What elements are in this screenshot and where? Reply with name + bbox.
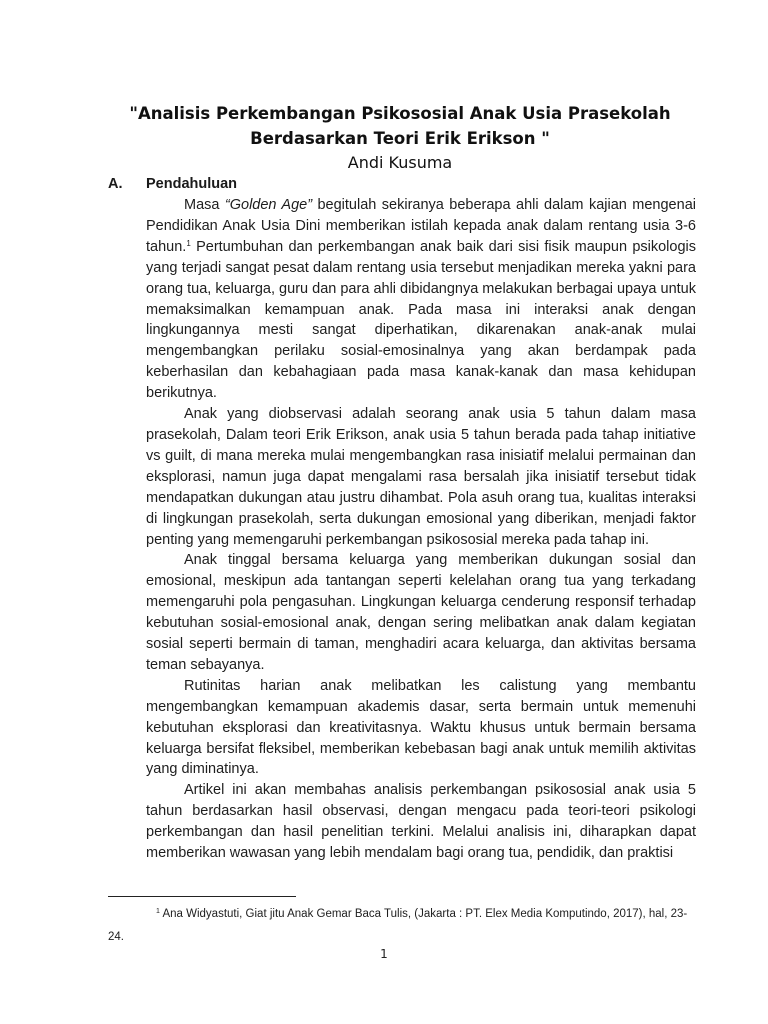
footnote-number: 1 — [156, 908, 160, 915]
body-text — [146, 195, 696, 864]
section-title: Pendahuluan — [146, 176, 238, 192]
paragraph-1-start: Masa — [184, 197, 225, 213]
paragraph-4: Rutinitas harian anak melibatkan les calistung yang membantu mengembangkan kemampuan akademis dasar, serta bermain untuk memenuhi kebutuhan eksplorasi dan kreativitasnya. Waktu khusus untuk bermain bersama keluarga bersifat fleksibel, memberikan kebebasan bagi anak untuk memilih aktivitas yang diminatinya. — [146, 677, 696, 778]
footnote-divider — [108, 896, 296, 897]
paragraph-2: Anak yang diobservasi adalah seorang anak usia 5 tahun dalam masa prasekolah, Dalam teori Erik Erikson, anak usia 5 tahun berada pada tahap initiative vs guilt, di mana mereka mulai mengembangkan rasa inisiatif melalui permainan dan eksplorasi, namun juga dapat mengalami rasa bersalah jika inisiatif tersebut tidak mendapatkan dukungan atau justru dihambat. Pola asuh orang tua, kualitas interaksi di lingkungan prasekolah, serta dukungan emosional yang diberikan, menjadi faktor penting yang memengaruhi perkembangan psikososial mereka pada tahap ini. — [146, 406, 696, 548]
document-title-line-1: "Analisis Perkembangan Psikososial Anak Usia Prasekolah — [129, 104, 671, 123]
document-title-line-2: Berdasarkan Teori Erik Erikson " — [250, 129, 550, 148]
footnote — [108, 903, 698, 949]
author-name: Andi Kusuma — [347, 153, 453, 172]
paragraph-1-middle: begitulah sekiranya beberapa ahli dalam kajian mengenai Pendidikan Anak Usia Dini memberikan istilah kepada anak dalam rentang usia 3-6 tahun. — [146, 197, 696, 255]
footnote-reference: 1 — [186, 238, 191, 248]
paragraph-1-end: Pertumbuhan dan perkembangan anak baik dari sisi fisik maupun psikologis yang terjadi sangat pesat dalam rentang usia tersebut menjadikan mereka yakni para orang tua, keluarga, guru dan para ahli dibidangnya melakukan berbagai upaya untuk memaksimalkan kemampuan anak. Pada masa ini interaksi anak dengan lingkungannya mesti sangat diperhatikan, dikarenakan anak-anak mulai mengembangkan perilaku sosial-emosinalnya yang akan berdampak pada keberhasilan dan kebahagiaan pada masa kanak-kanak dan masa kehidupan berikutnya. — [146, 238, 696, 402]
page-number: 1 — [380, 947, 388, 961]
footnote-text: Ana Widyastuti, Giat jitu Anak Gemar Baca Tulis, (Jakarta : PT. Elex Media Komputindo, 2017), hal, 23-24. — [108, 908, 688, 943]
paragraph-3: Anak tinggal bersama keluarga yang memberikan dukungan sosial dan emosional, meskipun ada tantangan seperti kelelahan orang tua yang terkadang memengaruhi pola pengasuhan. Lingkungan keluarga cenderung responsif terhadap kebutuhan sosial-emosional anak, dengan sering melibatkan anak dalam kegiatan sosial seperti bermain di taman, menghadiri acara keluarga, dan aktivitas bersama teman sebayanya. — [146, 552, 696, 673]
section-letter: A. — [108, 176, 123, 192]
paragraph-1 — [146, 195, 696, 404]
paragraph-5: Artikel ini akan membahas analisis perkembangan psikososial anak usia 5 tahun berdasarkan hasil observasi, dengan mengacu pada teori-teori psikologi perkembangan dan hasil penelitian terkini. Melalui analisis ini, diharapkan dapat memberikan wawasan yang lebih mendalam bagi orang tua, pendidik, dan praktisi — [146, 782, 696, 862]
golden-age-term: “Golden Age” — [224, 197, 313, 213]
